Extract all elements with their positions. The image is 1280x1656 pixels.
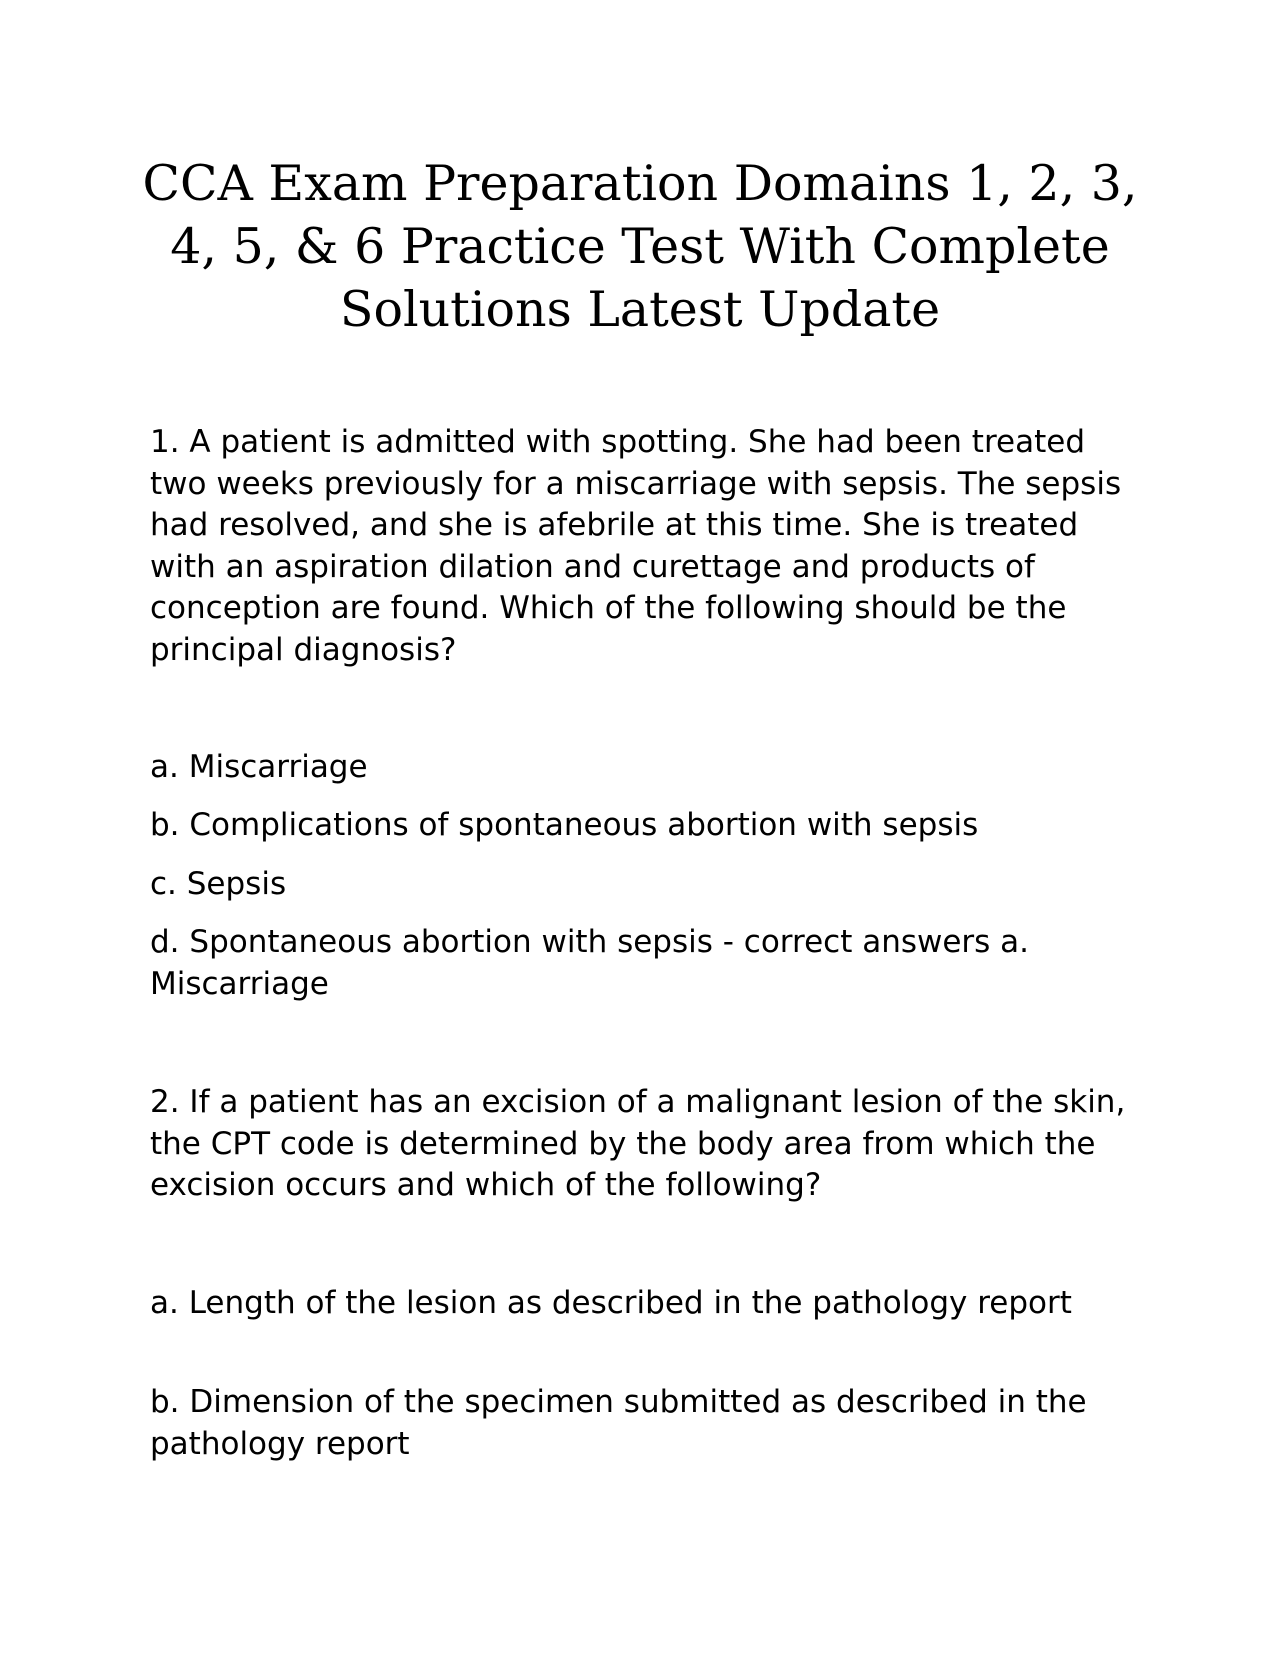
question-2-option-a: a. Length of the lesion as described in the pathology report xyxy=(150,1285,1072,1321)
question-1-text: 1. A patient is admitted with spotting. She had been treated two weeks previously for a miscarriage with sepsis. The sepsis had resolved, and she is afebrile at this time. She is treated with an aspiration dilation and curettage and products of conception are found. Which of the following should be the principal diagnosis? xyxy=(150,424,1122,668)
question-1-option-b: b. Complications of spontaneous abortion with sepsis xyxy=(150,807,979,843)
question-2-option-b: b. Dimension of the specimen submitted as described in the pathology report xyxy=(150,1384,1087,1462)
question-1-option-d: d. Spontaneous abortion with sepsis - correct answers a. Miscarriage xyxy=(150,924,1030,1002)
question-1-option-c: c. Sepsis xyxy=(150,866,287,902)
document-title: CCA Exam Preparation Domains 1, 2, 3, 4, 5, & 6 Practice Test With Complete Solutions Latest Update xyxy=(142,155,1138,338)
question-1-option-a: a. Miscarriage xyxy=(150,749,368,785)
question-2-text: 2. If a patient has an excision of a malignant lesion of the skin, the CPT code is determined by the body area from which the excision occurs and which of the following? xyxy=(150,1084,1126,1203)
